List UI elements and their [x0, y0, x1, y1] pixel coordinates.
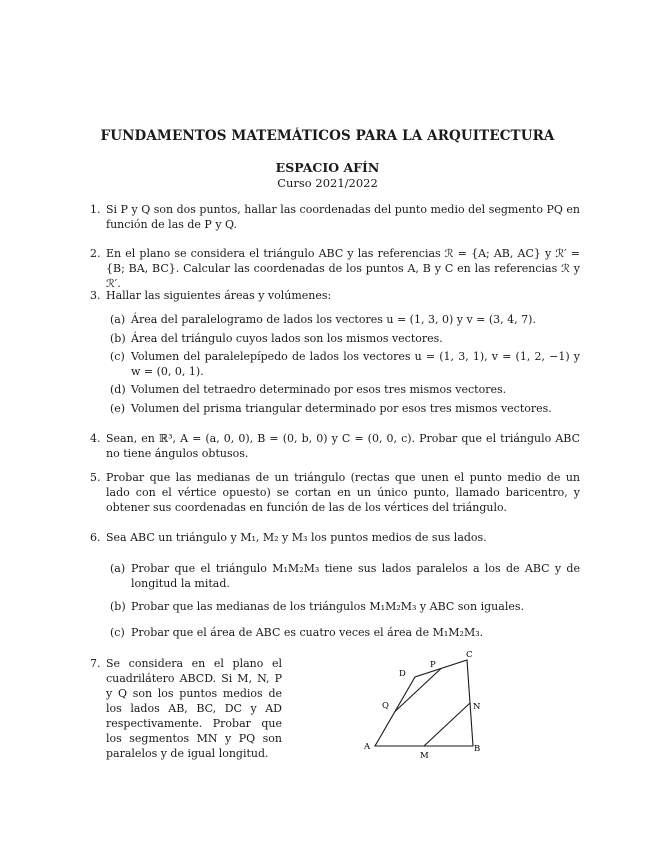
item-label: (a) — [110, 562, 126, 575]
quadrilateral-figure — [360, 650, 490, 762]
item-text: Volumen del tetraedro determinado por esos tres mismos vectores. — [131, 383, 507, 396]
course-year: Curso 2021/2022 — [277, 176, 378, 190]
vertex-label-c: C — [466, 650, 473, 660]
problem-text: Si P y Q son dos puntos, hallar las coordenadas del punto medio del segmento PQ en función de las de P y Q. — [106, 203, 580, 231]
problem-1 — [90, 202, 580, 232]
problem-text: Sea ABC un triángulo y M₁, M₂ y M₃ los puntos medios de sus lados. — [106, 531, 487, 544]
item-label: (c) — [110, 350, 125, 363]
problem-6-item-a — [110, 561, 580, 591]
problem-3-item-c — [110, 349, 580, 379]
problem-number: 6. — [90, 531, 101, 544]
item-text: Probar que el área de ABC es cuatro veces el área de M₁M₂M₃. — [131, 626, 484, 639]
item-label: (c) — [110, 626, 125, 639]
midpoint-label-q: Q — [382, 701, 389, 711]
document-title: FUNDAMENTOS MATEMÁTICOS PARA LA ARQUITECTURA — [100, 128, 555, 144]
problem-3-item-d — [110, 382, 580, 397]
problem-text: Sean, en ℝ³, A = (a, 0, 0), B = (0, b, 0) y C = (0, 0, c). Probar que el triángulo ABC no tiene ángulos obtusos. — [106, 432, 580, 460]
item-label: (e) — [110, 402, 126, 415]
problem-number: 5. — [90, 471, 101, 484]
item-text: Volumen del paralelepípedo de lados los vectores u = (1, 3, 1), v = (1, 2, −1) y w = (0, 0, 1). — [131, 350, 580, 378]
midpoint-label-n: N — [473, 702, 481, 712]
problem-7 — [90, 656, 282, 761]
problem-number: 3. — [90, 289, 101, 302]
problem-text: Hallar las siguientes áreas y volúmenes: — [106, 289, 332, 302]
item-label: (b) — [110, 332, 126, 345]
problem-number: 2. — [90, 247, 101, 260]
problem-3-item-e — [110, 401, 580, 416]
problem-text: En el plano se considera el triángulo ABC y las referencias ℛ = {A; AB, AC} y ℛ′ = {B; BA, BC}. Calcular las coordenadas de los puntos A, B y C en las referencias ℛ y ℛ′. — [106, 247, 580, 290]
problem-text: Probar que las medianas de un triángulo (rectas que unen el punto medio de un lado con el vértice opuesto) se cortan en un único punto, llamado baricentro, y obtener sus coordenadas en función de las de los vértices del triángulo. — [106, 471, 580, 514]
segment-mn — [424, 703, 470, 746]
problem-4 — [90, 431, 580, 461]
item-label: (d) — [110, 383, 126, 396]
problem-3 — [90, 288, 580, 303]
problem-number: 4. — [90, 432, 101, 445]
problem-number: 1. — [90, 203, 101, 216]
item-text: Volumen del prisma triangular determinado por esos tres mismos vectores. — [131, 402, 552, 415]
item-text: Área del paralelogramo de lados los vectores u = (1, 3, 0) y v = (3, 4, 7). — [131, 313, 536, 326]
midpoint-label-p: P — [430, 660, 436, 670]
vertex-label-a: A — [364, 742, 371, 752]
vertex-label-b: B — [474, 744, 481, 754]
item-text: Área del triángulo cuyos lados son los mismos vectores. — [131, 332, 443, 345]
document-subtitle: ESPACIO AFÍN — [275, 160, 380, 175]
vertex-label-d: D — [399, 669, 406, 679]
quadrilateral-outline — [375, 660, 473, 746]
problem-text: Se considera en el plano el cuadrilátero ABCD. Si M, N, P y Q son los puntos medios de los lados AB, BC, DC y AD respectivamente. Probar que los segmentos MN y PQ son paralelos y de igual longitud. — [106, 657, 282, 760]
problem-3-item-b — [110, 331, 580, 346]
problem-number: 7. — [90, 657, 101, 670]
problem-6 — [90, 530, 580, 545]
problem-6-item-c — [110, 625, 580, 640]
item-text: Probar que el triángulo M₁M₂M₃ tiene sus lados paralelos a los de ABC y de longitud la mitad. — [131, 562, 580, 590]
midpoint-label-m: M — [420, 751, 429, 761]
problem-3-item-a — [110, 312, 580, 327]
quadrilateral-diagram — [360, 650, 490, 762]
problem-2 — [90, 246, 580, 291]
item-label: (b) — [110, 600, 126, 613]
problem-5 — [90, 470, 580, 515]
item-label: (a) — [110, 313, 126, 326]
problem-6-item-b — [110, 599, 580, 614]
item-text: Probar que las medianas de los triángulos M₁M₂M₃ y ABC son iguales. — [131, 600, 524, 613]
